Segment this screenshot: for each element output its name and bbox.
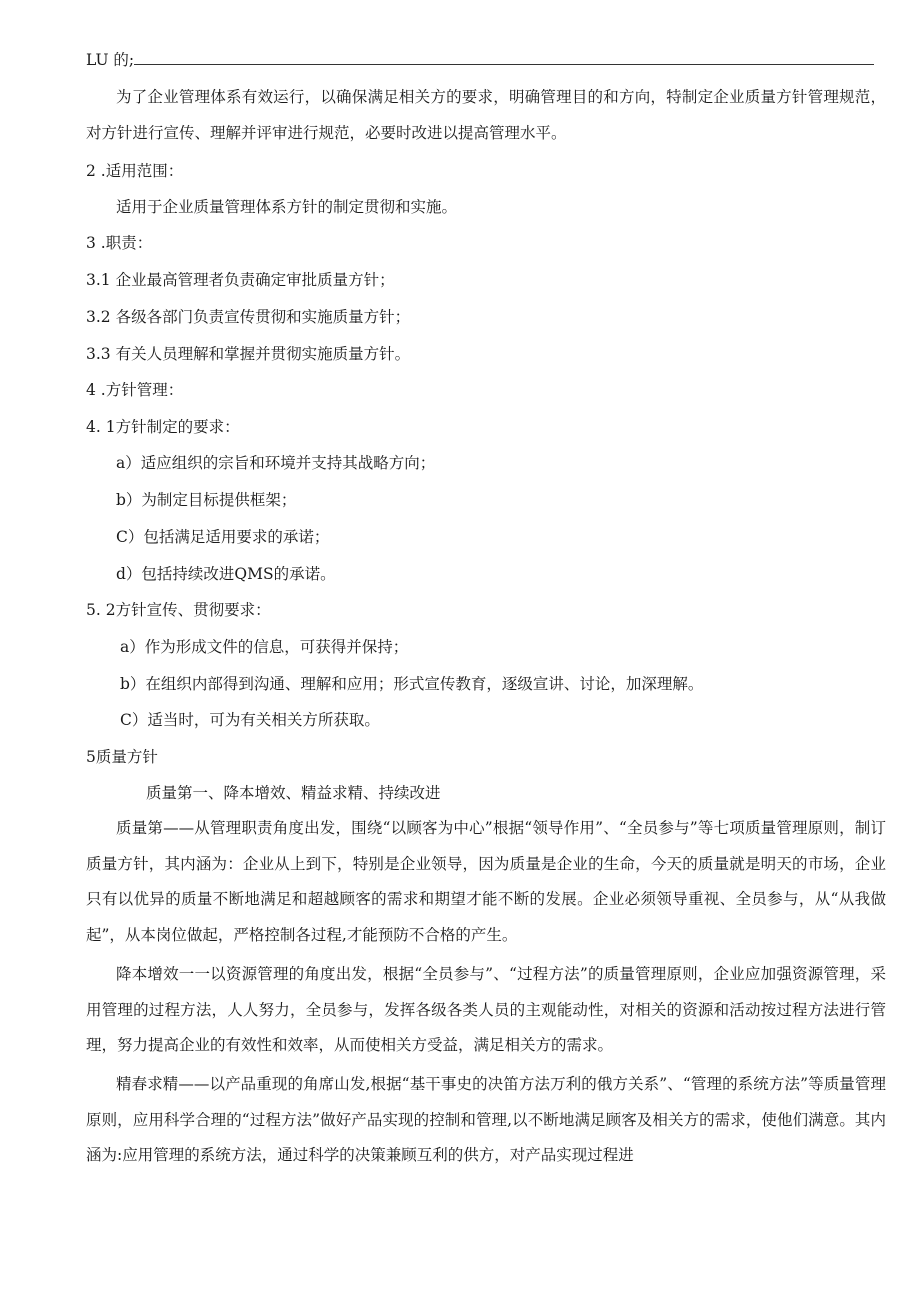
quality-policy-heading: 5质量方针 (86, 748, 158, 766)
scope-heading: 2 .适用范围： (86, 162, 184, 180)
requirement-item: C）包括满足适用要求的承诺； (116, 528, 330, 546)
quality-policy-slogan: 质量第一、降本增效、精益求精、持续改进 (146, 784, 441, 802)
duty-item: 3.2 各级各部门负责宣传贯彻和实施质量方针； (86, 308, 411, 326)
purpose-heading-line (86, 50, 874, 70)
policy-paragraph-quality-first: 质量第——从管理职责角度出发，围绕“以顾客为中心”根据“领导作用”、“全员参与”等七项质量管理原则，制订质量方针，其内涵为：企业从上到下，特别是企业领导，因为质量是企业的生命，今天的质量就是明天的市场，企业只有以优异的质量不断地满足和超越顾客的需求和期望才能不断的发展。企业必须领导重视、全员参与，从“从我做起”，从本岗位做起，严格控制各过程,才能预防不合格的产生。 (86, 819, 886, 944)
policy-requirements-heading: 4. 1方针制定的要求： (86, 418, 240, 436)
duty-item: 3.1 企业最高管理者负责确定审批质量方针； (86, 271, 395, 289)
requirement-item: a）适应组织的宗旨和环境并支持其战略方向； (116, 454, 436, 472)
publicity-item: b）在组织内部得到沟通、理解和应用；形式宣传教育，逐级宣讲、讨论，加深理解。 (120, 675, 704, 693)
scope-text: 适用于企业质量管理体系方针的制定贯彻和实施。 (116, 198, 458, 216)
duties-heading: 3 .职责： (86, 234, 153, 252)
policy-paragraph-excellence: 精春求精——以产品重现的角席山发,根据“基干事史的决笛方法万利的俄方关系”、“管理的系统方法”等质量管理原则，应用科学合理的“过程方法”做好产品实现的控制和管理,以不断地满足顾客及相关方的需求，使他们满意。其内涵为:应用管理的系统方法，通过科学的决策兼顾互利的供方，对产品实现过程进 (86, 1075, 886, 1164)
publicity-item: a）作为形成文件的信息，可获得并保持； (120, 638, 409, 656)
requirement-item: b）为制定目标提供框架； (116, 491, 297, 509)
purpose-paragraph: 为了企业管理体系有效运行，以确保满足相关方的要求，明确管理目的和方向，特制定企业质量方针管理规范，对方针进行宣传、理解并评审进行规范，必要时改进以提高管理水平。 (86, 88, 886, 142)
publicity-heading: 5. 2方针宣传、贯彻要求： (86, 601, 271, 619)
purpose-heading-label: LU 的; (86, 51, 135, 69)
blank-underline (134, 50, 874, 65)
requirement-item: d）包括持续改进QMS的承诺。 (116, 565, 336, 583)
policy-paragraph-cost-reduction: 降本增效一一以资源管理的角度出发，根据“全员参与”、“过程方法”的质量管理原则，企业应加强资源管理，采用管理的过程方法，人人努力，全员参与，发挥各级各类人员的主观能动性，对相关的资源和活动按过程方法进行管理，努力提高企业的有效性和效率，从而使相关方受益，满足相关方的需求。 (86, 965, 886, 1054)
publicity-item: C）适当时，可为有关相关方所获取。 (120, 711, 380, 729)
management-heading: 4 .方针管理： (86, 381, 184, 399)
duty-item: 3.3 有关人员理解和掌握并贯彻实施质量方针。 (86, 345, 411, 363)
